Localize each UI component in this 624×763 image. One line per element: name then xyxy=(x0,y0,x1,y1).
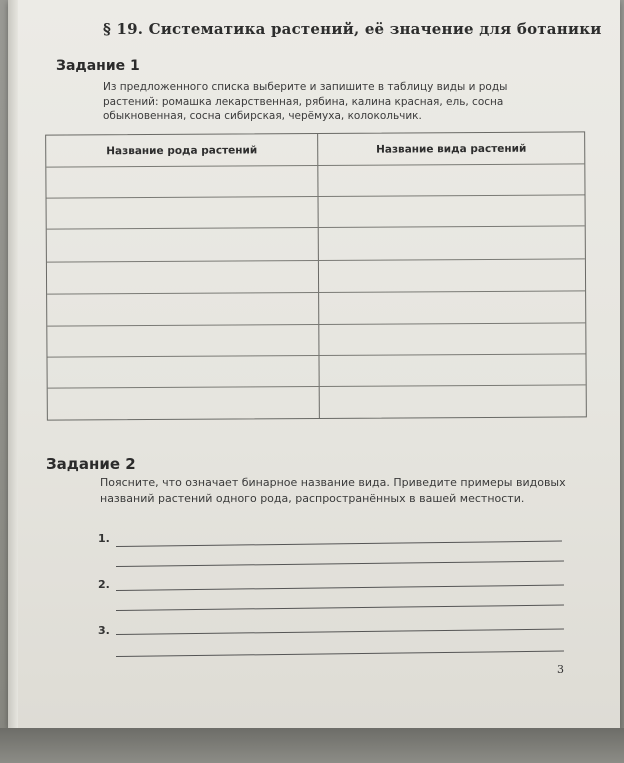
answer-number-1: 1. xyxy=(98,532,110,545)
table-header-genus: Название рода растений xyxy=(106,144,258,158)
table-row xyxy=(48,384,586,388)
table-row xyxy=(47,290,585,294)
answer-number-2: 2. xyxy=(98,578,110,591)
answer-line[interactable] xyxy=(116,561,564,567)
table-row xyxy=(47,258,585,262)
answer-line[interactable] xyxy=(116,585,564,591)
table-column-divider xyxy=(317,134,320,418)
section-heading: § 19. Систематика растений, её значение для ботаники xyxy=(103,20,602,38)
table-row xyxy=(47,322,585,326)
table-row xyxy=(47,194,585,198)
genus-species-table xyxy=(45,131,587,420)
task2-title: Задание 2 xyxy=(46,455,136,473)
task1-title: Задание 1 xyxy=(56,58,140,74)
task2-instructions: Поясните, что означает бинарное название вида. Приведите примеры видовых названий растений одного рода, распространённых в вашей местности. xyxy=(100,476,566,505)
table-row xyxy=(47,353,585,357)
answer-number-3: 3. xyxy=(98,624,110,637)
answer-line[interactable] xyxy=(116,651,564,657)
answer-line[interactable] xyxy=(116,605,564,611)
page-binding-edge xyxy=(8,0,18,728)
answer-line[interactable] xyxy=(116,541,562,547)
workbook-page xyxy=(8,0,620,728)
page-number: 3 xyxy=(557,663,564,676)
table-row xyxy=(47,225,585,229)
desk-surface xyxy=(0,728,624,763)
answer-line[interactable] xyxy=(116,629,564,635)
table-header-species: Название вида растений xyxy=(376,142,527,156)
task1-instructions: Из предложенного списка выберите и запишите в таблицу виды и роды растений: ромашка лекарственная, рябина, калина красная, ель, сосна обыкновенная, сосна сибирская, черёмуха, колокольчик. xyxy=(103,81,508,122)
